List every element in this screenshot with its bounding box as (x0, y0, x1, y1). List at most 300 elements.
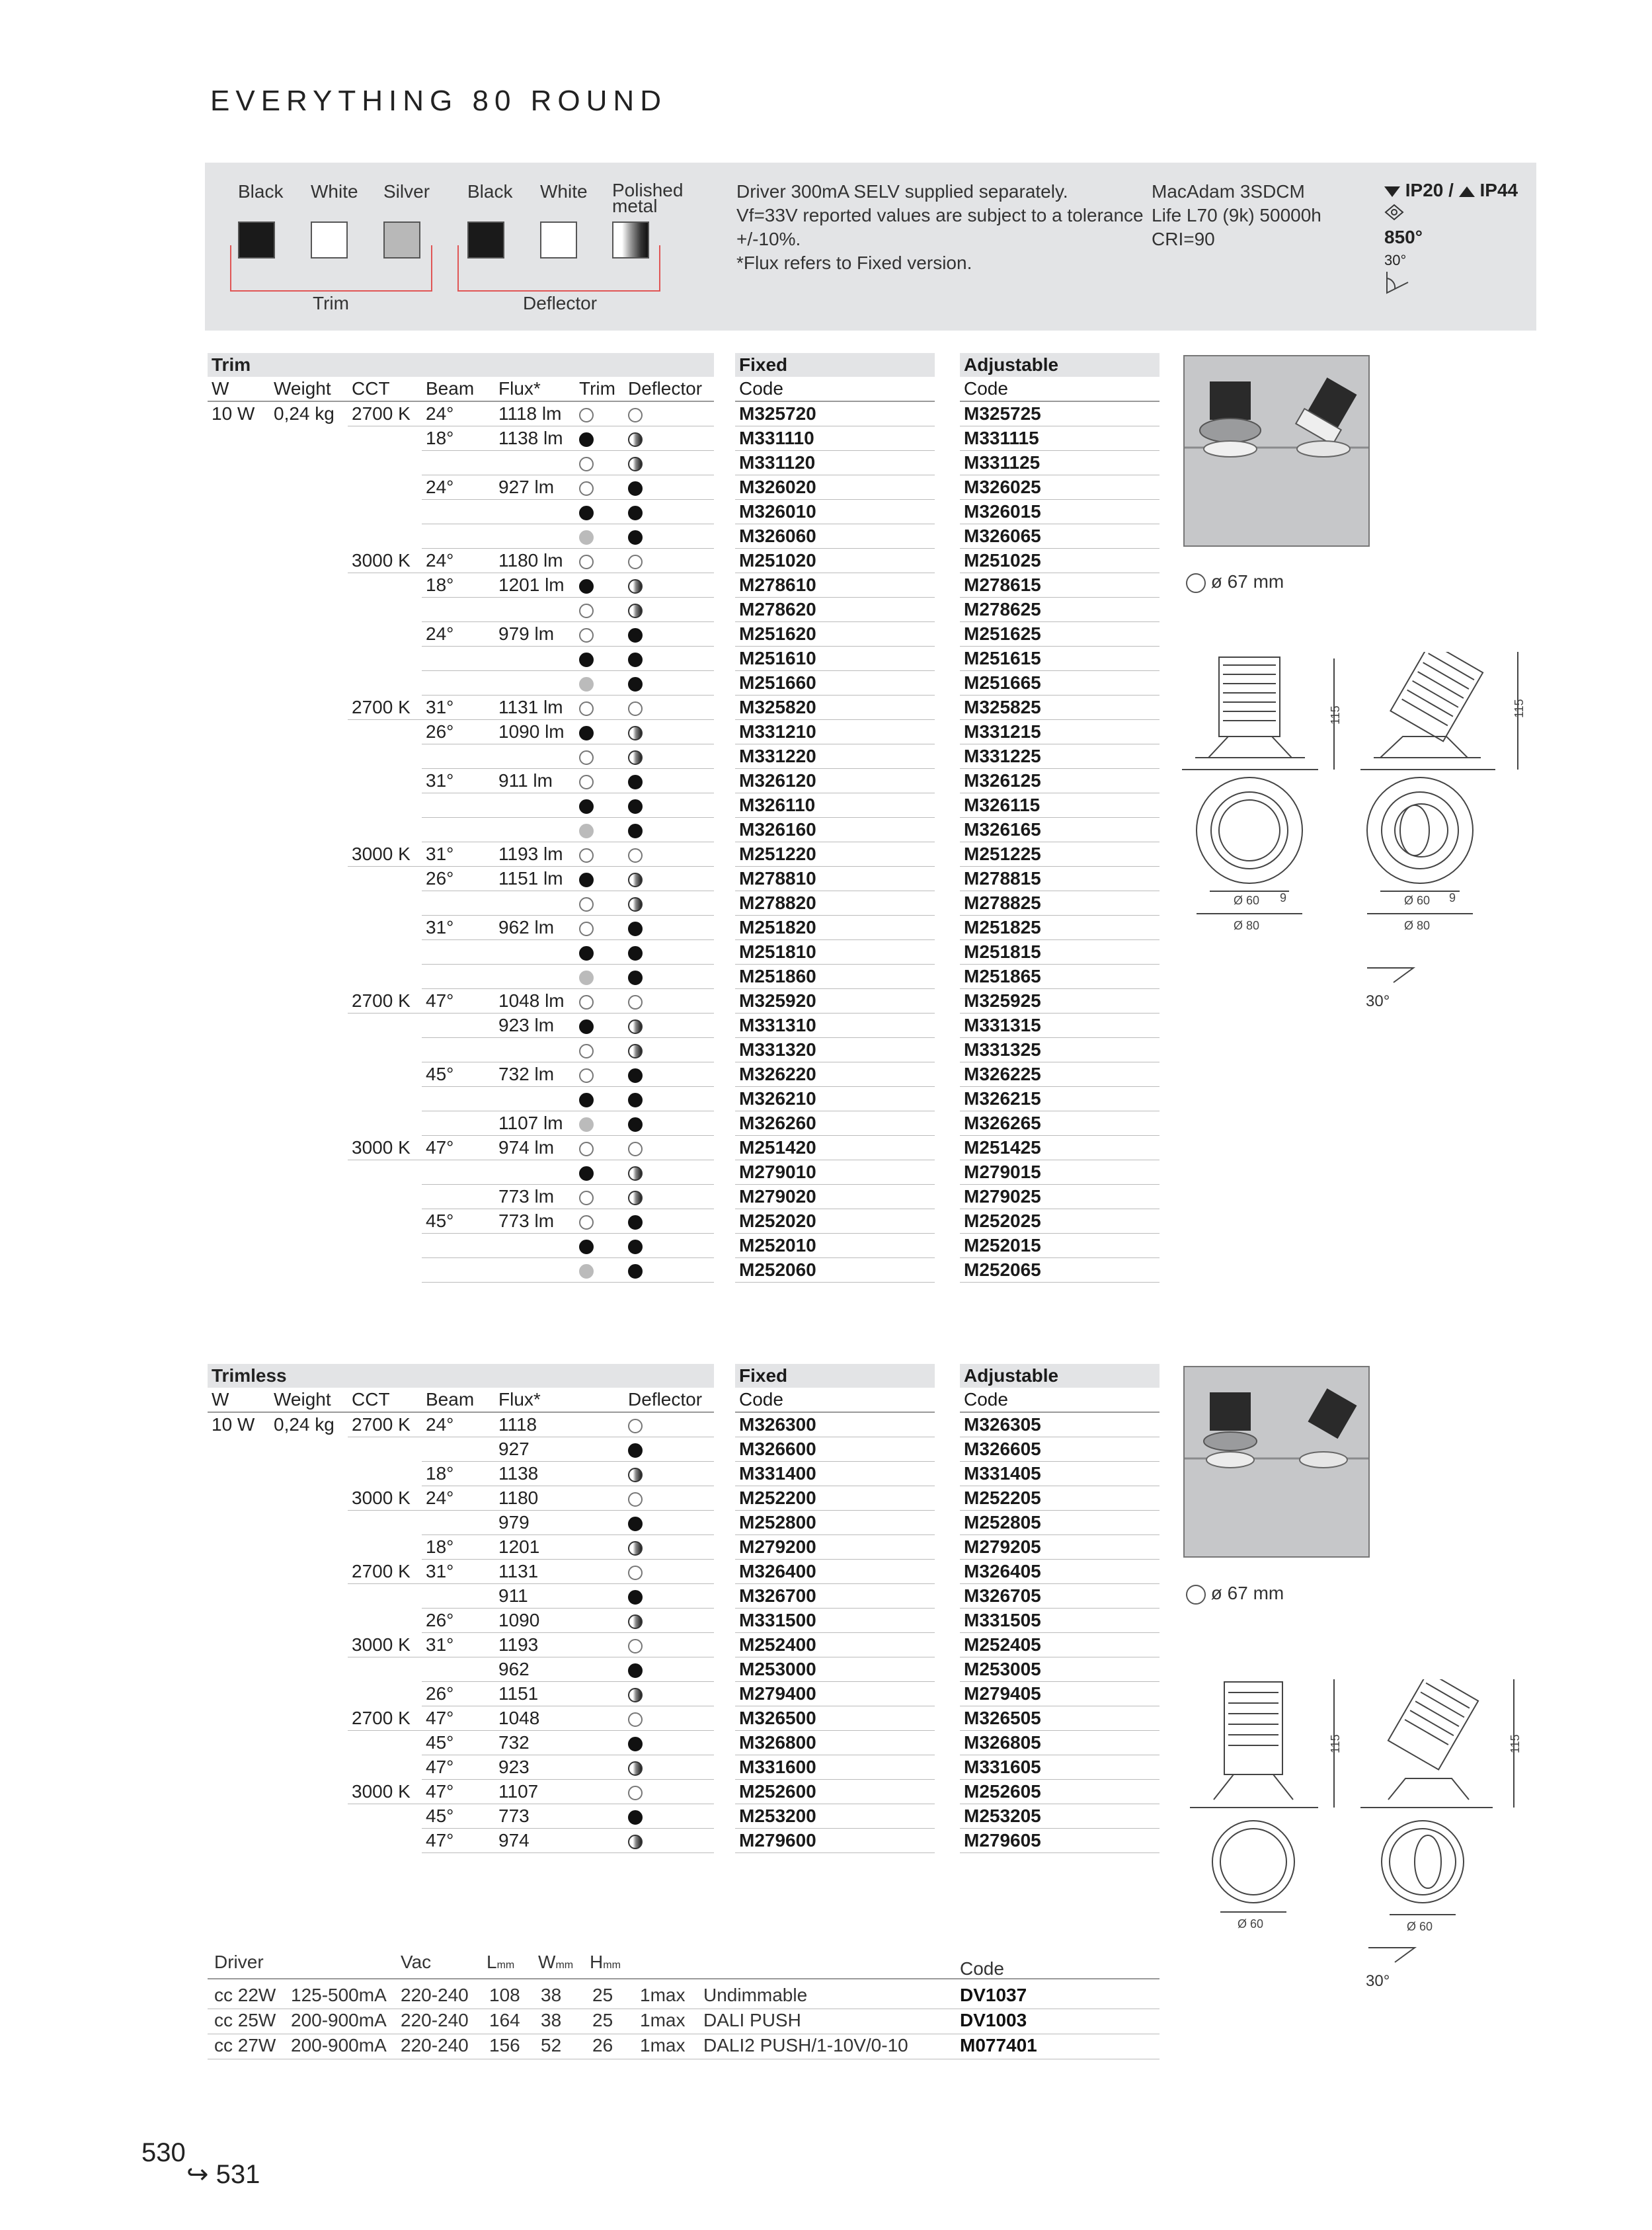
cell-flux: 1131 lm (494, 696, 575, 720)
cell-weight (270, 965, 348, 989)
code-row (960, 965, 1160, 989)
code-row (960, 598, 1160, 622)
fixed-code: M331600 (735, 1755, 935, 1780)
cell-weight (270, 989, 348, 1014)
table-row (208, 451, 714, 475)
cell-flux: 1048 lm (494, 989, 575, 1014)
cell-trim-finish (575, 891, 624, 916)
cell-beam: 31° (422, 696, 494, 720)
cell-deflector-finish (624, 1486, 714, 1511)
cell-beam: 47° (422, 1136, 494, 1160)
cell-w (208, 965, 270, 989)
cell-cct: 3000 K (348, 1780, 422, 1804)
adjustable-code: M252015 (960, 1234, 1160, 1258)
cell-w (208, 1136, 270, 1160)
cell-deflector-finish (624, 1633, 714, 1657)
trim-white-dot-icon (579, 628, 594, 643)
cell-w (208, 1258, 270, 1283)
driver-l: 108 (489, 1985, 520, 2005)
fixed-code: M279400 (735, 1682, 935, 1706)
adjustable-code: M326505 (960, 1706, 1160, 1731)
adjustable-code: M253005 (960, 1657, 1160, 1682)
adjustable-code: M279015 (960, 1160, 1160, 1185)
cell-flux: 927 (494, 1437, 624, 1462)
adjustable-code: M326405 (960, 1560, 1160, 1584)
cell-trim-finish (575, 549, 624, 573)
cell-cct (348, 940, 422, 965)
cell-beam (422, 940, 494, 965)
cell-weight (270, 1780, 348, 1804)
cell-trim-finish (575, 451, 624, 475)
cell-cct (348, 1755, 422, 1780)
adjustable-code: M326215 (960, 1087, 1160, 1111)
adjustable-code: M251225 (960, 842, 1160, 867)
trim-black-dot-icon (579, 1240, 594, 1254)
deflector-polished-dot-icon (628, 873, 643, 887)
code-row (735, 598, 935, 622)
fixed-code: M326260 (735, 1111, 935, 1136)
trim-group-label: Trim (313, 293, 349, 313)
cell-deflector-finish (624, 549, 714, 573)
product-photo-trimless (1183, 1366, 1370, 1558)
deflector-white-dot-icon (628, 1639, 643, 1653)
code-row (735, 1731, 935, 1755)
cell-flux (494, 1087, 575, 1111)
code-row (960, 1209, 1160, 1234)
code-row (960, 1185, 1160, 1209)
cell-flux (494, 451, 575, 475)
fixed-code: M326300 (735, 1412, 935, 1437)
height-dim-fixed: 115 (1329, 1734, 1342, 1753)
table-row (208, 989, 714, 1014)
code-header: Code (960, 377, 1160, 401)
cell-deflector-finish (624, 401, 714, 426)
fixed-code: M325920 (735, 989, 935, 1014)
trim-white-dot-icon (579, 1044, 594, 1058)
driver-w-header: Wmm (538, 1952, 574, 1972)
driver-w: 38 (541, 2010, 562, 2030)
cell-w (208, 1560, 270, 1584)
deflector-black-dot-icon (628, 1068, 643, 1083)
cell-deflector-finish (624, 1234, 714, 1258)
cell-deflector-finish (624, 769, 714, 793)
cell-deflector-finish (624, 1706, 714, 1731)
deflector-white-dot-icon (628, 1492, 643, 1507)
cell-w (208, 1062, 270, 1087)
fixed-code: M251420 (735, 1136, 935, 1160)
photometric-notes: MacAdam 3SDCM Life L70 (9k) 50000h CRI=90 (1152, 181, 1321, 249)
cell-beam (422, 671, 494, 696)
cell-w (208, 867, 270, 891)
driver-max: 1max (640, 2035, 686, 2055)
gap-adjustable: 9 (1449, 891, 1456, 904)
cell-cct: 2700 K (348, 1706, 422, 1731)
cell-w (208, 916, 270, 940)
trim-black-dot-icon (579, 873, 594, 887)
cell-beam: 24° (422, 401, 494, 426)
driver-notes: Driver 300mA SELV supplied separately. Vf=33V reported values are subject to a tolerance +/-10%. *Flux refers to Fixed version. (736, 181, 1144, 273)
adjustable-code: M252065 (960, 1258, 1160, 1283)
cell-cct (348, 916, 422, 940)
cell-flux: 962 (494, 1657, 624, 1682)
cell-weight (270, 647, 348, 671)
code-header: Code (960, 1388, 1160, 1412)
deflector-white-dot-icon (628, 701, 643, 716)
cell-cct (348, 451, 422, 475)
finish-label-defl-black: Black (467, 181, 513, 202)
cell-w (208, 1731, 270, 1755)
cell-flux (494, 940, 575, 965)
cell-weight (270, 696, 348, 720)
code-row (960, 426, 1160, 451)
table-row (208, 867, 714, 891)
cell-trim-finish (575, 744, 624, 769)
cell-trim-finish (575, 598, 624, 622)
cell-w (208, 1609, 270, 1633)
adjustable-code: M331605 (960, 1755, 1160, 1780)
code-row (960, 940, 1160, 965)
adjustable-code: M331505 (960, 1609, 1160, 1633)
cell-w (208, 426, 270, 451)
cell-flux: 1107 lm (494, 1111, 575, 1136)
code-row (960, 818, 1160, 842)
cell-beam (422, 1014, 494, 1038)
adjustable-code: M331315 (960, 1014, 1160, 1038)
deflector-black-dot-icon (628, 1264, 643, 1279)
cell-weight (270, 1609, 348, 1633)
adjustable-code: M251615 (960, 647, 1160, 671)
table-row (208, 1657, 714, 1682)
cell-weight (270, 1829, 348, 1853)
cell-w (208, 1633, 270, 1657)
cell-cct (348, 965, 422, 989)
cell-weight (270, 891, 348, 916)
deflector-polished-dot-icon (628, 432, 643, 447)
code-row (960, 401, 1160, 426)
fixed-code: M251220 (735, 842, 935, 867)
driver-h: 26 (592, 2035, 613, 2055)
cell-w: 10 W (212, 1414, 255, 1435)
table-row (208, 1584, 714, 1609)
deflector-white-dot-icon (628, 1142, 643, 1156)
table-row (208, 1535, 714, 1560)
fixed-code: M326120 (735, 769, 935, 793)
code-row (960, 1657, 1160, 1682)
deflector-white-dot-icon (628, 555, 643, 569)
code-row (960, 1258, 1160, 1283)
cell-beam (422, 1258, 494, 1283)
table-row (208, 671, 714, 696)
cell-cct (348, 1462, 422, 1486)
cell-beam (422, 1234, 494, 1258)
ip-up-triangle-icon (1459, 186, 1475, 197)
cell-deflector-finish (624, 793, 714, 818)
table-row (208, 720, 714, 744)
height-dim-adjustable: 115 (1513, 699, 1526, 718)
cell-beam: 31° (422, 916, 494, 940)
fixed-code: M252060 (735, 1258, 935, 1283)
cell-cct: 2700 K (348, 401, 422, 426)
deflector-black-dot-icon (628, 628, 643, 643)
table-row (208, 1633, 714, 1657)
code-row (735, 1584, 935, 1609)
cell-flux: 911 lm (494, 769, 575, 793)
code-row (960, 1609, 1160, 1633)
cell-w (208, 1234, 270, 1258)
code-row (960, 1633, 1160, 1657)
cell-cct (348, 524, 422, 549)
cell-weight (270, 1633, 348, 1657)
code-row (960, 1829, 1160, 1853)
page-number-left: 530 (141, 2138, 186, 2167)
code-row (735, 940, 935, 965)
cell-beam: 18° (422, 1535, 494, 1560)
table-row (208, 1706, 714, 1731)
cell-w (208, 793, 270, 818)
table-row (208, 1412, 714, 1437)
cell-deflector-finish (624, 1731, 714, 1755)
trim-black-dot-icon (579, 799, 594, 814)
cell-beam: 45° (422, 1209, 494, 1234)
driver-w: 38 (541, 1985, 562, 2005)
fixed-header: Fixed (735, 353, 935, 377)
cell-deflector-finish (624, 989, 714, 1014)
page-number-right: ↪ 531 (186, 2160, 260, 2189)
cell-cct (348, 744, 422, 769)
color-code: 850° (1384, 227, 1423, 247)
deflector-polished-dot-icon (628, 1191, 643, 1205)
cell-deflector-finish (624, 1160, 714, 1185)
trim-spec-table (208, 353, 714, 1283)
trim-white-dot-icon (579, 750, 594, 765)
trim-adjustable-codes (960, 353, 1160, 1283)
cell-cct: 3000 K (348, 1136, 422, 1160)
code-row (960, 1136, 1160, 1160)
cell-flux: 923 lm (494, 1014, 575, 1038)
adjustable-code: M278825 (960, 891, 1160, 916)
cell-trim-finish (575, 818, 624, 842)
deflector-group-label: Deflector (523, 293, 598, 313)
adjustable-code: M252025 (960, 1209, 1160, 1234)
code-row (960, 842, 1160, 867)
cell-w (208, 769, 270, 793)
trim-bracket (230, 245, 432, 292)
code-row (735, 647, 935, 671)
fixed-code: M326020 (735, 475, 935, 500)
code-row (960, 867, 1160, 891)
fixed-code: M326220 (735, 1062, 935, 1087)
fixed-code: M251820 (735, 916, 935, 940)
trim-black-dot-icon (579, 1166, 594, 1181)
cell-w (208, 1014, 270, 1038)
cell-flux: 732 lm (494, 1062, 575, 1087)
cell-w (208, 842, 270, 867)
cell-flux: 1138 lm (494, 426, 575, 451)
fixed-code: M331120 (735, 451, 935, 475)
technical-drawing-trim (1182, 652, 1552, 1009)
driver-code-header: Code (960, 1958, 1004, 1979)
cell-deflector-finish (624, 1111, 714, 1136)
cell-trim-finish (575, 1234, 624, 1258)
driver-desc: Undimmable (703, 1985, 808, 2005)
table-row (208, 1682, 714, 1706)
cell-flux (494, 500, 575, 524)
cell-trim-finish (575, 989, 624, 1014)
trim-white-dot-icon (579, 701, 594, 716)
code-row (960, 573, 1160, 598)
col-header-weight: Weight (270, 1388, 348, 1412)
deflector-black-dot-icon (628, 1590, 643, 1605)
code-row (735, 1087, 935, 1111)
adjustable-code: M279205 (960, 1535, 1160, 1560)
code-row (960, 989, 1160, 1014)
col-header-weight: Weight (270, 377, 348, 401)
cell-beam (422, 1437, 494, 1462)
deflector-polished-dot-icon (628, 604, 643, 618)
cell-cct (348, 818, 422, 842)
col-header-cct: CCT (348, 377, 422, 401)
adjustable-code: M326115 (960, 793, 1160, 818)
diameter-60-fixed: Ø 60 (1238, 1917, 1264, 1931)
cell-w (208, 671, 270, 696)
tilt-angle: 30° (1384, 252, 1407, 268)
table-row (208, 1560, 714, 1584)
trim-white-dot-icon (579, 775, 594, 789)
fixed-code: M278820 (735, 891, 935, 916)
adjustable-code: M326225 (960, 1062, 1160, 1087)
adjustable-code: M325925 (960, 989, 1160, 1014)
cell-deflector-finish (624, 842, 714, 867)
cell-trim-finish (575, 965, 624, 989)
finish-label-trim-black: Black (238, 181, 284, 202)
cell-w (208, 451, 270, 475)
cell-w (208, 818, 270, 842)
cell-beam (422, 1111, 494, 1136)
code-row (960, 1755, 1160, 1780)
cell-trim-finish (575, 1062, 624, 1087)
cell-deflector-finish (624, 622, 714, 647)
code-row (960, 793, 1160, 818)
code-row (960, 1111, 1160, 1136)
driver-vac: 220-240 (401, 2035, 469, 2055)
cell-trim-finish (575, 769, 624, 793)
code-row (735, 1160, 935, 1185)
adjustable-code: M252805 (960, 1511, 1160, 1535)
trim-black-dot-icon (579, 653, 594, 667)
fixed-code: M331110 (735, 426, 935, 451)
cell-beam (422, 1087, 494, 1111)
cell-beam (422, 1511, 494, 1535)
cell-weight (270, 818, 348, 842)
adjustable-code: M326165 (960, 818, 1160, 842)
code-row (735, 1437, 935, 1462)
cell-beam: 18° (422, 426, 494, 451)
cell-deflector-finish (624, 1755, 714, 1780)
cell-weight (270, 500, 348, 524)
code-row (735, 720, 935, 744)
fixed-code: M252800 (735, 1511, 935, 1535)
cell-cct (348, 1584, 422, 1609)
fixed-code: M326600 (735, 1437, 935, 1462)
col-header-w: W (208, 1388, 270, 1412)
cell-w (208, 1511, 270, 1535)
cell-w (208, 598, 270, 622)
cell-deflector-finish (624, 500, 714, 524)
finish-label-trim-silver: Silver (383, 181, 430, 202)
cell-flux: 962 lm (494, 916, 575, 940)
code-row (960, 1462, 1160, 1486)
cell-beam: 47° (422, 1829, 494, 1853)
cell-beam: 31° (422, 842, 494, 867)
code-row (960, 1682, 1160, 1706)
product-photo-trim (1183, 355, 1370, 547)
cell-trim-finish (575, 500, 624, 524)
tilt-label-trim: 30° (1366, 992, 1390, 1009)
cell-cct (348, 1111, 422, 1136)
deflector-black-dot-icon (628, 775, 643, 789)
fixed-code: M279600 (735, 1829, 935, 1853)
cell-flux: 1193 lm (494, 842, 575, 867)
trim-white-dot-icon (579, 1191, 594, 1205)
cell-flux: 1118 (494, 1412, 624, 1437)
cell-beam: 45° (422, 1062, 494, 1087)
driver-h: 25 (592, 1985, 613, 2005)
cell-w (208, 1437, 270, 1462)
fixed-code: M278610 (735, 573, 935, 598)
code-row (735, 793, 935, 818)
deflector-white-dot-icon (628, 1712, 643, 1727)
code-row (735, 1038, 935, 1062)
trimless-spec-table (208, 1364, 714, 1853)
cell-weight (270, 1486, 348, 1511)
driver-l: 164 (489, 2010, 520, 2030)
table-row (208, 1258, 714, 1283)
cell-beam (422, 524, 494, 549)
cutout-hole-icon (1186, 1585, 1206, 1605)
trim-silver-dot-icon (579, 1117, 594, 1132)
cell-deflector-finish (624, 1535, 714, 1560)
driver-desc: DALI2 PUSH/1-10V/0-10 (703, 2035, 908, 2055)
cell-w (208, 1804, 270, 1829)
cell-trim-finish (575, 426, 624, 451)
deflector-white-dot-icon (628, 995, 643, 1010)
cell-trim-finish (575, 1038, 624, 1062)
adjustable-code: M326805 (960, 1731, 1160, 1755)
code-row (735, 1755, 935, 1780)
trim-white-dot-icon (579, 995, 594, 1010)
cell-w (208, 1462, 270, 1486)
cell-cct (348, 573, 422, 598)
code-row (735, 426, 935, 451)
fixed-code: M252020 (735, 1209, 935, 1234)
code-row (735, 1682, 935, 1706)
table-row (208, 1160, 714, 1185)
trim-black-dot-icon (579, 946, 594, 961)
cell-flux: 923 (494, 1755, 624, 1780)
deflector-white-dot-icon (628, 1566, 643, 1580)
cell-flux: 732 (494, 1731, 624, 1755)
code-row (960, 1780, 1160, 1804)
cell-beam: 45° (422, 1804, 494, 1829)
cell-w (208, 622, 270, 647)
cell-beam: 26° (422, 867, 494, 891)
code-row (960, 744, 1160, 769)
cell-weight (270, 1087, 348, 1111)
table-row (208, 1087, 714, 1111)
code-row (960, 1560, 1160, 1584)
cell-w (208, 1160, 270, 1185)
class-diamond-icon (1384, 204, 1518, 225)
